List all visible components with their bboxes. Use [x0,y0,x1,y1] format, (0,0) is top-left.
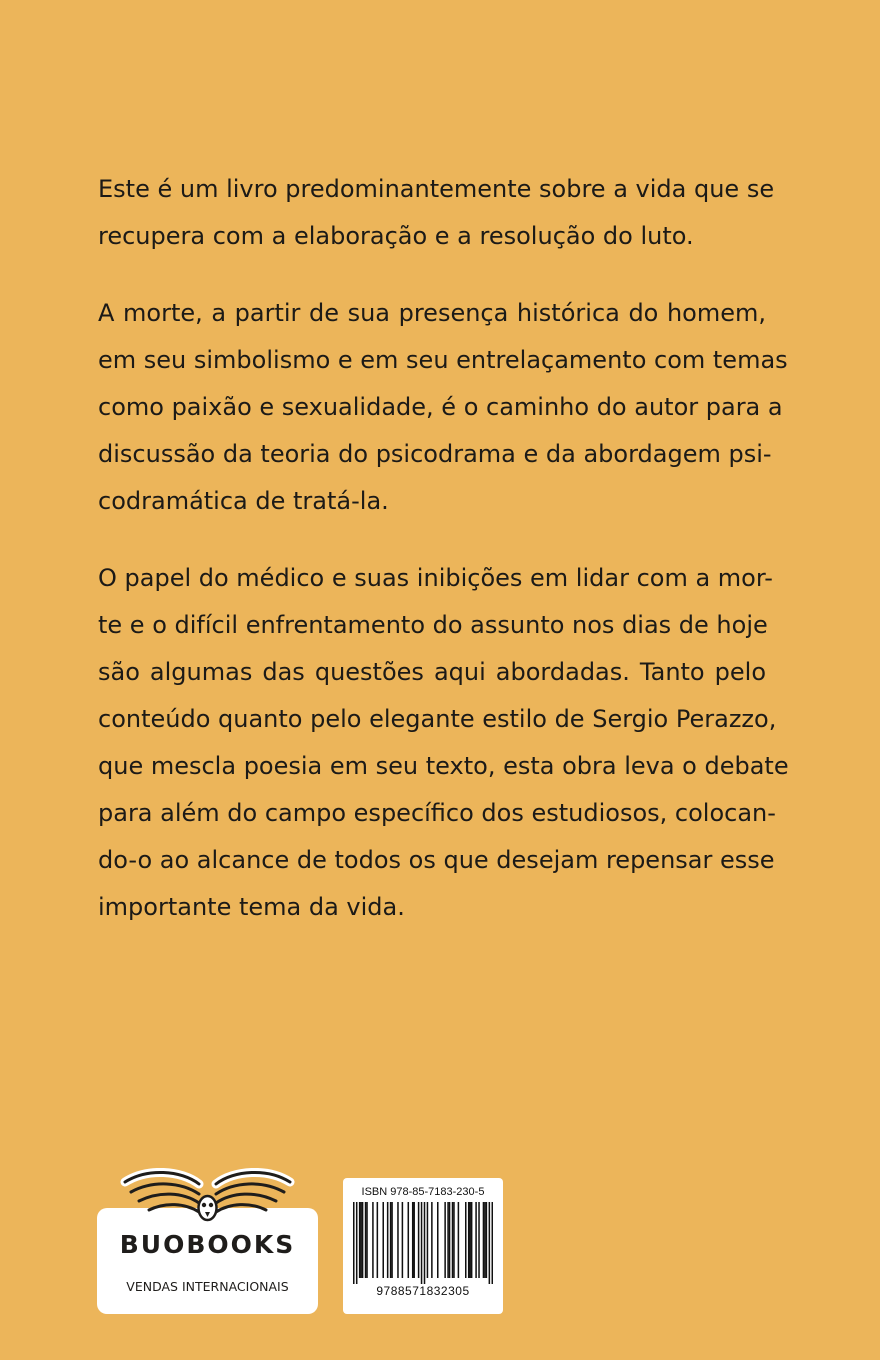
blurb-line: te e o difícil enfrentamento do assunto nos dias de hoje [98,611,768,639]
barcode-bar [387,1202,389,1278]
blurb-line: para além do campo específico dos estudiosos, colocan- [98,799,776,827]
barcode-bar [353,1202,355,1284]
blurb-line: A morte, a partir de sua presença histórica do homem, [98,299,766,327]
blurb-paragraph-2 [98,290,788,525]
barcode-bar [418,1202,420,1278]
blurb-line: importante tema da vida. [98,893,405,921]
barcode-bar [483,1202,485,1278]
barcode-bar [468,1202,470,1278]
blurb-line: discussão da teoria do psicodrama e da abordagem psi- [98,440,772,468]
barcode-bar [452,1202,454,1278]
barcode-bar [475,1202,477,1278]
barcode-bar [444,1202,446,1278]
barcode-bar [458,1202,460,1278]
barcode-bar [421,1202,423,1284]
blurb-line: O papel do médico e suas inibições em lidar com a mor- [98,564,773,592]
barcode-bar [412,1202,414,1278]
blurb-paragraph-1 [98,166,775,260]
blurb-line: recupera com a elaboração e a resolução do luto. [98,222,694,250]
barcode-bar [362,1202,364,1278]
barcode-bar [465,1202,467,1278]
barcode-bar [449,1202,451,1278]
barcode-bar [356,1202,358,1284]
barcode-bar [437,1202,439,1278]
barcode-bar [372,1202,374,1278]
barcode-bar [360,1202,362,1278]
barcode-bar [447,1202,449,1278]
barcode-bar [492,1202,493,1284]
barcode-bar [408,1202,410,1278]
barcode-bar [484,1202,486,1278]
blurb-line: como paixão e sexualidade, é o caminho do autor para a [98,393,783,421]
barcode-bar [377,1202,379,1278]
blurb-line: são algumas das questões aqui abordadas. Tanto pelo [98,658,766,686]
barcode-bar [366,1202,368,1278]
publisher-name: BUOBOOKS [119,1230,296,1259]
owl-wings-icon [119,1168,296,1228]
barcode-bar [469,1202,471,1278]
barcode-bar [397,1202,399,1278]
barcode-bar [453,1202,455,1278]
barcode-bar [427,1202,429,1278]
barcode-bar [391,1202,393,1278]
barcode-bar [431,1202,433,1278]
isbn-barcode [343,1178,503,1314]
barcode-bar [471,1202,473,1278]
publisher-tagline: VENDAS INTERNACIONAIS [126,1279,289,1294]
blurb-paragraph-3 [98,555,789,931]
blurb-line: em seu simbolismo e em seu entrelaçamento com temas [98,346,788,374]
barcode-digits: 9788571832305 [376,1284,470,1298]
barcode-bar [402,1202,404,1278]
barcode-bar [390,1202,392,1278]
blurb-line: do-o ao alcance de todos os que desejam repensar esse [98,846,775,874]
barcode-bars [353,1202,493,1284]
blurb-line: Este é um livro predominantemente sobre a vida que se [98,175,775,203]
barcode-bar [382,1202,384,1278]
barcode-bar [486,1202,488,1278]
publisher-logo [97,1168,318,1314]
barcode-bar [478,1202,480,1278]
barcode-bar [365,1202,367,1278]
blurb-line: que mescla poesia em seu texto, esta obra leva o debate [98,752,789,780]
barcode-bar [489,1202,491,1284]
back-cover-blurb [98,166,789,961]
blurb-line: codramática de tratá-la. [98,487,389,515]
barcode-bar [359,1202,361,1278]
barcode-bar [413,1202,415,1278]
blurb-line: conteúdo quanto pelo elegante estilo de Sergio Perazzo, [98,705,777,733]
barcode-bar [424,1202,426,1284]
isbn-label: ISBN 978-85-7183-230-5 [361,1186,485,1198]
